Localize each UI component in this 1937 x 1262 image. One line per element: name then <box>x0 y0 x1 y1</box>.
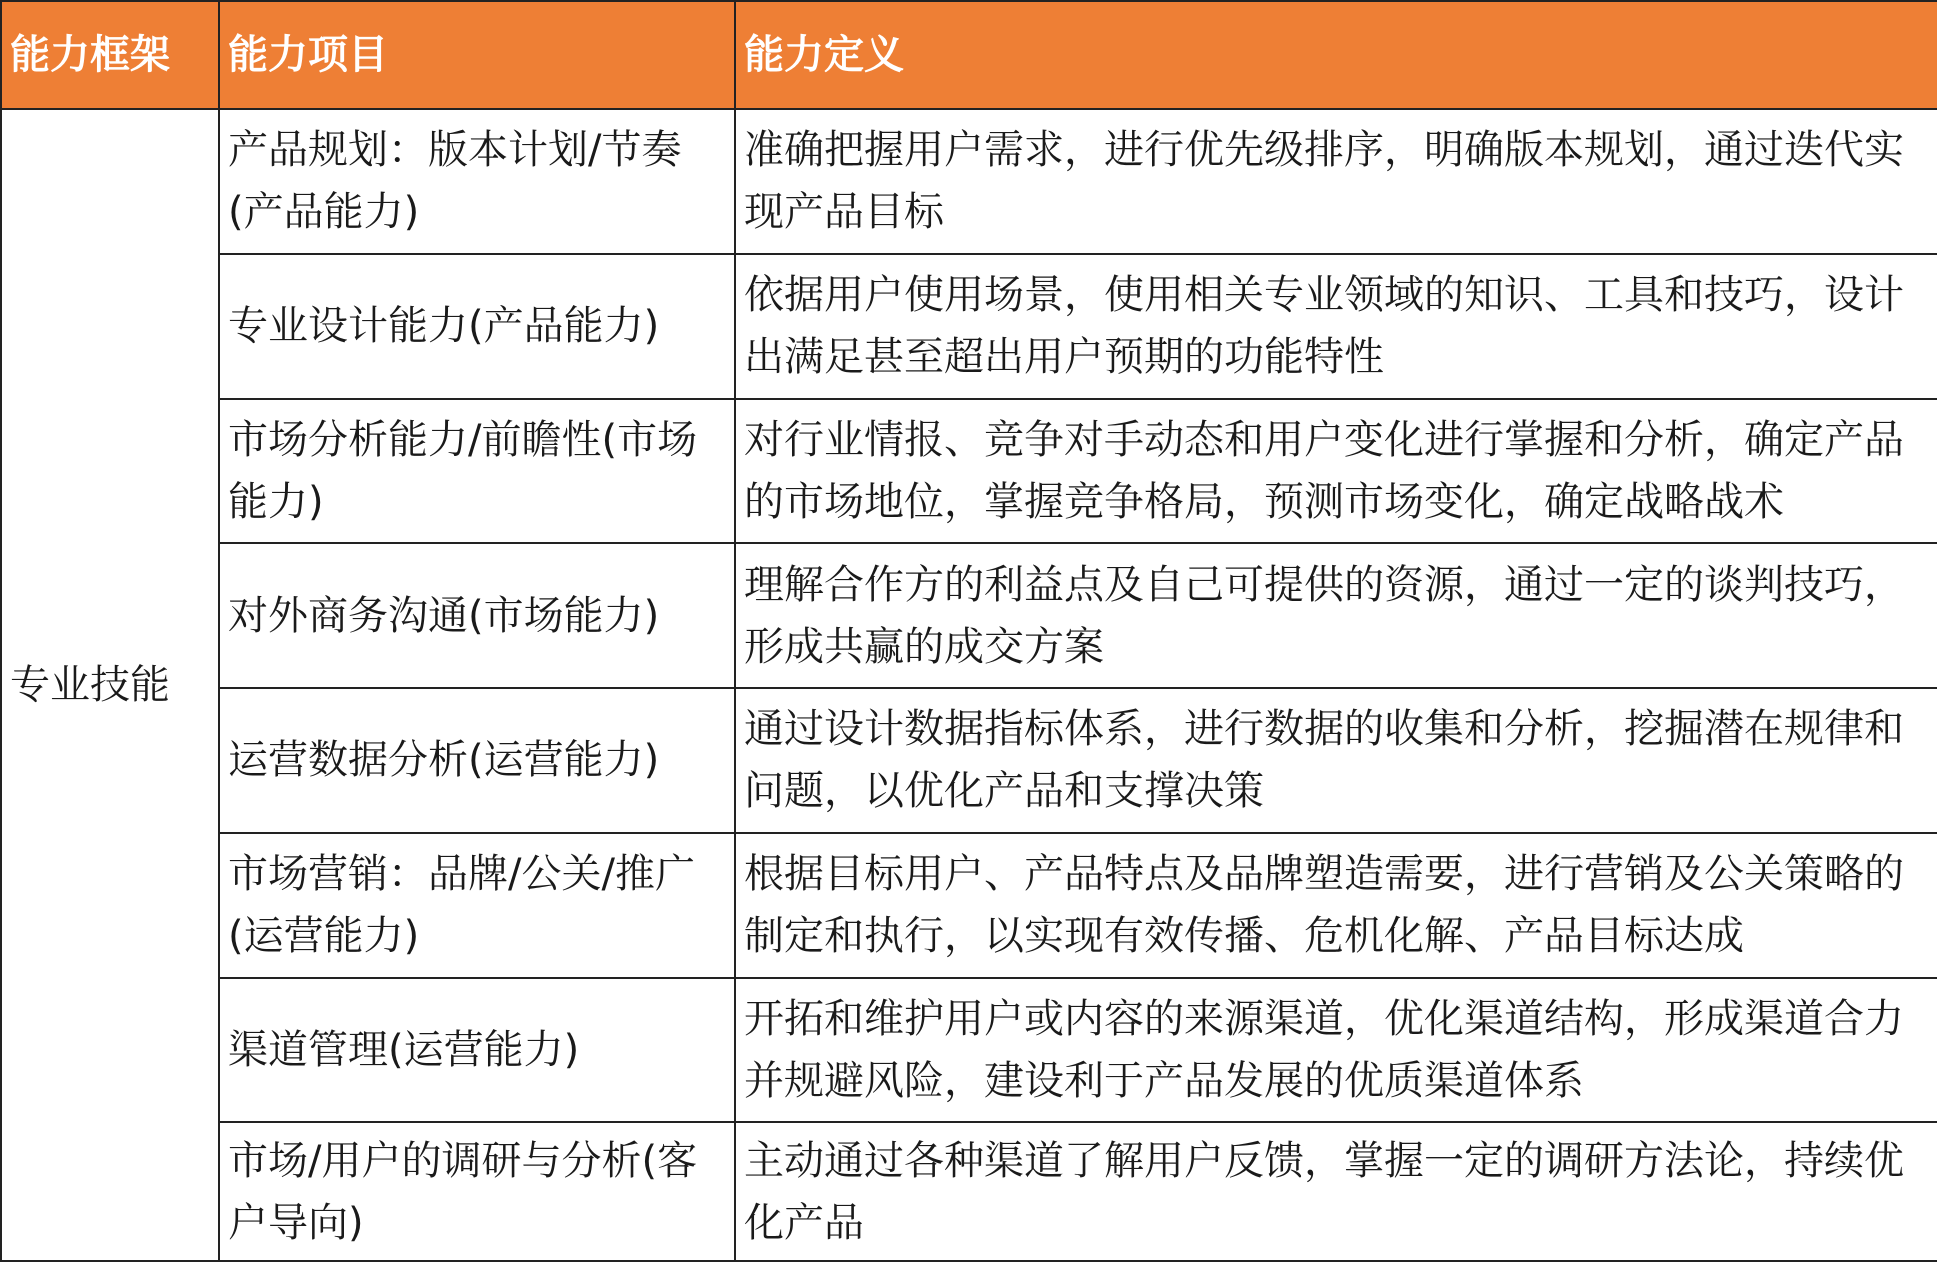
item-cell: 市场营销：品牌/公关/推广(运营能力) <box>219 833 735 978</box>
item-cell: 市场分析能力/前瞻性(市场能力) <box>219 399 735 544</box>
table-row <box>1 109 1937 254</box>
definition-cell: 准确把握用户需求，进行优先级排序，明确版本规划，通过迭代实现产品目标 <box>735 109 1937 254</box>
table-row <box>1 833 1937 978</box>
item-cell: 运营数据分析(运营能力) <box>219 688 735 833</box>
table-row <box>1 978 1937 1123</box>
table-row <box>1 399 1937 544</box>
frame-cell: 专业技能 <box>1 109 219 1261</box>
item-cell: 市场/用户的调研与分析(客户导向) <box>219 1122 735 1261</box>
item-cell: 渠道管理(运营能力) <box>219 978 735 1123</box>
item-cell: 专业设计能力(产品能力) <box>219 254 735 399</box>
item-cell: 产品规划：版本计划/节奏(产品能力) <box>219 109 735 254</box>
definition-cell: 通过设计数据指标体系，进行数据的收集和分析，挖掘潜在规律和问题，以优化产品和支撑决策 <box>735 688 1937 833</box>
table-row <box>1 688 1937 833</box>
definition-cell: 对行业情报、竞争对手动态和用户变化进行掌握和分析，确定产品的市场地位，掌握竞争格局，预测市场变化，确定战略战术 <box>735 399 1937 544</box>
table-row <box>1 1122 1937 1261</box>
definition-cell: 主动通过各种渠道了解用户反馈，掌握一定的调研方法论，持续优化产品 <box>735 1122 1937 1261</box>
item-cell: 对外商务沟通(市场能力) <box>219 543 735 688</box>
definition-cell: 根据目标用户、产品特点及品牌塑造需要，进行营销及公关策略的制定和执行，以实现有效传播、危机化解、产品目标达成 <box>735 833 1937 978</box>
table-row <box>1 543 1937 688</box>
header-item: 能力项目 <box>219 1 735 109</box>
definition-cell: 开拓和维护用户或内容的来源渠道，优化渠道结构，形成渠道合力并规避风险，建设利于产品发展的优质渠道体系 <box>735 978 1937 1123</box>
header-row <box>1 1 1937 109</box>
definition-cell: 理解合作方的利益点及自己可提供的资源，通过一定的谈判技巧，形成共赢的成交方案 <box>735 543 1937 688</box>
table-row <box>1 254 1937 399</box>
header-frame: 能力框架 <box>1 1 219 109</box>
header-definition: 能力定义 <box>735 1 1937 109</box>
definition-cell: 依据用户使用场景，使用相关专业领域的知识、工具和技巧，设计出满足甚至超出用户预期的功能特性 <box>735 254 1937 399</box>
